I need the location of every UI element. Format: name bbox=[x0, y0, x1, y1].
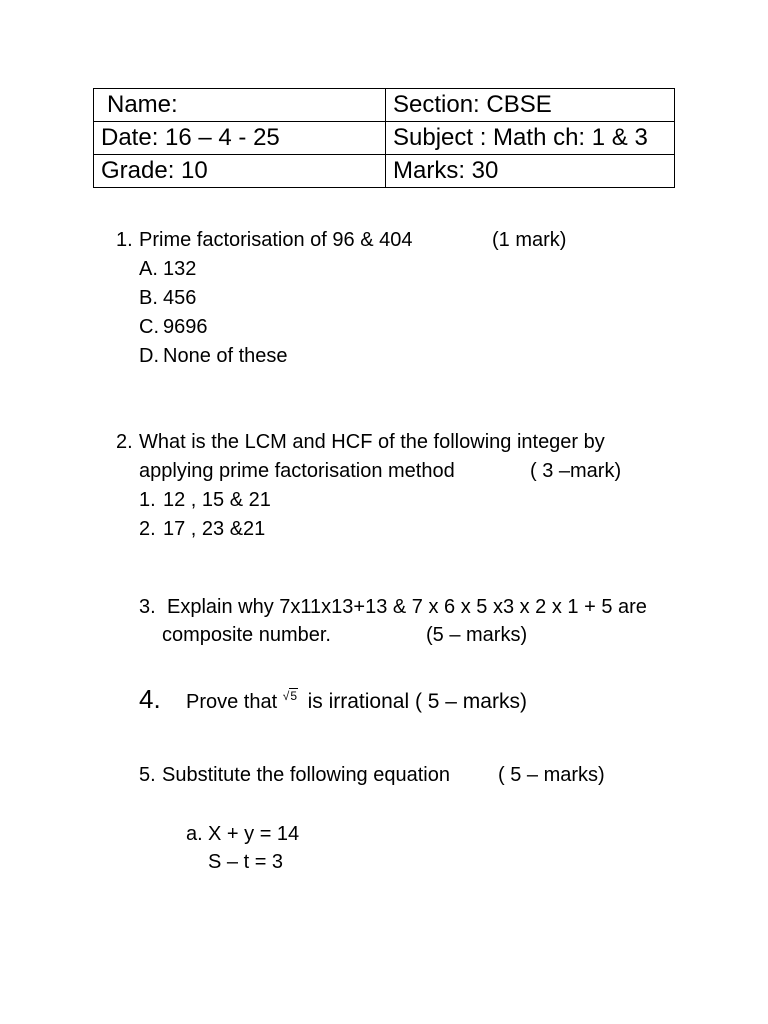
marks-cell: Marks: 30 bbox=[386, 155, 675, 188]
q5-number: 5. bbox=[139, 764, 156, 786]
q2-item-number: 2. bbox=[139, 518, 156, 540]
q2-item-text: 17 , 23 &21 bbox=[163, 518, 266, 540]
q4-line bbox=[186, 689, 527, 717]
q5-marks: ( 5 – marks) bbox=[498, 764, 605, 786]
q2-number: 2. bbox=[116, 431, 133, 453]
q2-marks: ( 3 –mark) bbox=[530, 460, 622, 482]
q1-option-letter: C. bbox=[139, 316, 159, 338]
q3-line1: Explain why 7x11x13+13 & 7 x 6 x 5 x3 x 2 x 1 + 5 are bbox=[167, 596, 647, 618]
q5-text: Substitute the following equation bbox=[162, 764, 450, 786]
radicand: 5 bbox=[290, 689, 298, 703]
header-row bbox=[94, 155, 675, 188]
q1-option-letter: A. bbox=[139, 258, 158, 280]
subject-cell: Subject : Math ch: 1 & 3 bbox=[386, 122, 675, 155]
header-row bbox=[94, 122, 675, 155]
q4-prefix: Prove that bbox=[186, 691, 278, 713]
q3-line2: composite number. bbox=[162, 624, 331, 646]
q1-option-text: 456 bbox=[163, 287, 197, 309]
date-cell: Date: 16 – 4 - 25 bbox=[94, 122, 386, 155]
sqrt-five bbox=[283, 689, 298, 703]
q2-line2: applying prime factorisation method bbox=[139, 460, 455, 482]
q1-option-letter: D. bbox=[139, 345, 159, 367]
q5-part-letter: a. bbox=[186, 823, 203, 845]
q5-equation-2: S – t = 3 bbox=[208, 851, 284, 873]
q1-number: 1. bbox=[116, 229, 133, 251]
q3-number: 3. bbox=[139, 596, 156, 618]
q2-item-number: 1. bbox=[139, 489, 156, 511]
q1-option-text: 132 bbox=[163, 258, 197, 280]
radical-sign: √ bbox=[282, 689, 290, 703]
q2-item-text: 12 , 15 & 21 bbox=[163, 489, 271, 511]
name-label: Name: bbox=[107, 91, 178, 118]
section-cell: Section: CBSE bbox=[386, 89, 675, 122]
q2-line1: What is the LCM and HCF of the following integer by bbox=[139, 431, 605, 453]
q1-option-text: 9696 bbox=[163, 316, 208, 338]
header-table bbox=[93, 88, 675, 188]
q3-marks: (5 – marks) bbox=[426, 624, 528, 646]
grade-cell: Grade: 10 bbox=[94, 155, 386, 188]
q4-number: 4. bbox=[139, 684, 161, 714]
q1-marks: (1 mark) bbox=[492, 229, 567, 251]
q1-option-text: None of these bbox=[163, 345, 288, 367]
header-row bbox=[94, 89, 675, 122]
q1-text: Prime factorisation of 96 & 404 bbox=[139, 229, 413, 251]
name-cell bbox=[94, 89, 386, 122]
q1-option-letter: B. bbox=[139, 287, 158, 309]
q5-equation-1: X + y = 14 bbox=[208, 823, 300, 845]
q4-suffix: is irrational ( 5 – marks) bbox=[307, 690, 527, 713]
